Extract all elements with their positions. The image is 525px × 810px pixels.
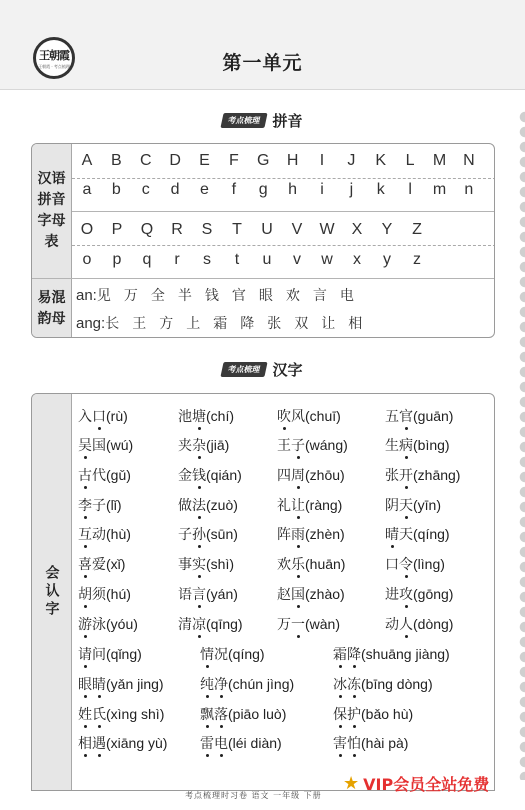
letter: t [234,251,240,268]
letter: X [351,221,363,238]
letter: N [463,152,475,169]
letter: j [349,181,354,198]
letter: B [111,152,122,169]
vocab-word: 古代 [78,468,106,484]
vocab-word: 口令 [385,557,413,573]
vocab-pinyin: (lìng) [413,556,445,572]
vocab-pinyin: (chún jìng) [228,676,295,692]
vocab-pinyin: (qián) [206,467,242,483]
vocab-pinyin: (chí) [206,408,234,424]
vocab-pinyin: (shì) [206,556,234,572]
letter: k [376,181,385,198]
vocab-pinyin: (xiāng yù) [106,735,168,751]
vocab-word: 阵雨 [277,527,305,543]
letter: S [201,221,213,238]
letter: Y [381,221,393,238]
vocab-pinyin: (zuò) [206,497,238,513]
vocab-item [385,495,441,515]
vocab-word: 姓氏 [78,707,106,723]
vocab-word: 害怕 [333,736,361,752]
vocab-word: 动人 [385,617,413,633]
vocab-item [178,495,238,515]
section-title: 拼音 [272,112,303,130]
vocab-word: 飘落 [200,707,228,723]
vocab-word: 互动 [78,527,106,543]
letter: p [112,251,122,268]
lowercase-row-2 [76,251,428,269]
letter: b [111,181,121,198]
letter: h [288,181,298,198]
letter: w [321,251,333,268]
vocab-item [333,644,450,664]
vocab-word: 晴天 [385,527,413,543]
vocab-item [178,435,229,455]
letter: M [432,152,447,169]
vocab-item [78,644,142,664]
vocab-pinyin: (qíng) [413,526,450,542]
vocab-item [277,524,345,544]
vocab-word: 阴天 [385,498,413,514]
vocab-word: 礼让 [277,498,305,514]
letter: i [320,181,324,198]
vocab-item [385,584,453,604]
dashed-guide [72,245,495,246]
vocab-word: 雷电 [200,736,228,752]
vocab-pinyin: (rù) [106,408,128,424]
vocab-item [200,644,265,664]
vocab-pinyin: (léi diàn) [228,735,282,751]
vocab-pinyin: (huān) [305,556,346,572]
an-chars: 见万全半钱官眼欢言电 [96,288,367,304]
uppercase-row-1 [76,152,480,170]
vocab-pinyin: (qǐng) [106,646,142,662]
vocab-item [277,614,340,634]
vocab-word: 万一 [277,617,305,633]
vocab-pinyin: (yóu) [106,616,138,632]
vocab-word: 眼睛 [78,677,106,693]
letter: q [142,251,152,268]
section-tag: 考点梳理 [221,113,268,128]
letter: O [80,221,94,238]
vocab-word: 纯净 [200,677,228,693]
vocab-item [200,674,294,694]
vocab-word: 情况 [200,647,228,663]
vocab-item [277,554,345,574]
letter: e [200,181,209,198]
logo-text: 王朝霞 [39,48,69,62]
letter: f [231,181,237,198]
letter: A [81,152,93,169]
vocab-item [277,584,345,604]
vocab-word: 池塘 [178,409,206,425]
vocab-pinyin: (shuāng jiàng) [361,646,450,662]
vocab-pinyin: (yīn) [413,497,441,513]
letter: o [82,251,92,268]
row-divider [72,211,495,212]
letter: a [82,181,92,198]
star-icon: ★ [343,772,360,794]
vocab-item [333,674,433,694]
vocab-item [78,674,164,694]
vocab-word: 入口 [78,409,106,425]
section-tag: 考点梳理 [221,362,268,377]
letter: g [258,181,268,198]
vocab-word: 王子 [277,438,305,454]
vocab-word: 游泳 [78,617,106,633]
vocab-word: 四周 [277,468,305,484]
letter: W [319,221,335,238]
vocab-item [333,704,413,724]
pinyin-table [31,143,495,338]
perforated-edge [511,110,525,780]
vocab-pinyin: (sūn) [206,526,238,542]
vocab-word: 清凉 [178,617,206,633]
vocab-item [178,554,234,574]
letter: Q [140,221,154,238]
vocab-item [178,584,238,604]
vocab-pinyin: (bǎo hù) [361,706,414,722]
vocab-word: 请问 [78,647,106,663]
letter: J [347,152,356,169]
vocab-item [385,614,453,634]
vocab-word: 吹风 [277,409,305,425]
letter: E [199,152,210,169]
vocab-word: 五官 [385,409,413,425]
letter: H [286,152,299,169]
letter: y [383,251,391,268]
vocab-item [277,465,345,485]
vocab-item [78,614,138,634]
uppercase-row-2 [76,221,428,239]
letter: v [293,251,301,268]
dashed-guide [72,178,495,179]
vocab-item [333,733,408,753]
vocab-word: 夹杂 [178,438,206,454]
vocab-item [200,733,282,753]
vocab-pinyin: (zhào) [305,586,345,602]
vocab-word: 李子 [78,498,106,514]
vocab-item [78,495,122,515]
confusable-label-cell [32,278,72,338]
vocab-pinyin: (qīng) [206,616,243,632]
vocab-item [385,406,453,426]
letter: d [170,181,180,198]
vocab-word: 金钱 [178,468,206,484]
vocab-item [385,524,450,544]
vocab-pinyin: (yán) [206,586,238,602]
alphabet-label-cell [32,144,72,278]
letter: R [171,221,183,238]
vocab-pinyin: (yǎn jing) [106,676,164,692]
vocab-word: 张开 [385,468,413,484]
confusable-label: 易混韵母 [37,289,66,327]
vocab-item [78,435,133,455]
letter: C [139,152,152,169]
letter: P [111,221,123,238]
hanzi-section-heading [0,359,525,380]
vocab-word: 生病 [385,438,413,454]
vocab-pinyin: (chuī) [305,408,341,424]
vocab-pinyin: (bīng dòng) [361,676,433,692]
vocab-word: 语言 [178,587,206,603]
letter: T [232,221,242,238]
an-row [76,285,367,305]
footer-text: 考点梳理时习卷 语文 一年级 下册 [185,791,322,800]
vocab-pinyin: (gǔ) [106,467,131,483]
vip-badge[interactable] [343,772,489,795]
ang-row [76,313,375,333]
vocab-item [178,524,238,544]
vocab-pinyin: (guān) [413,408,454,424]
vocab-pinyin: (zhōu) [305,467,345,483]
alphabet-label: 汉语拼音字母表 [37,171,66,250]
letter: I [319,152,325,169]
letter: z [413,251,421,268]
vocab-word: 霜降 [333,647,361,663]
logo-subtitle: 王朝霞 · 考点梳理 [38,63,70,69]
letter: x [353,251,361,268]
letter: l [408,181,412,198]
vocab-pinyin: (hù) [106,526,131,542]
vocab-pinyin: (qíng) [228,646,265,662]
vocab-pinyin: (xǐ) [106,556,126,572]
vocab-word: 喜爱 [78,557,106,573]
vocab-pinyin: (zhāng) [413,467,461,483]
lowercase-row-1 [76,181,480,199]
recognize-label-cell [32,394,72,790]
vocab-pinyin: (jiā) [206,437,230,453]
vocab-pinyin: (bìng) [413,437,450,453]
letter: K [375,152,387,169]
vocab-item [78,554,125,574]
vocab-item [277,435,348,455]
vocab-word: 胡须 [78,587,106,603]
vocab-pinyin: (wáng) [305,437,348,453]
vocab-word: 冰冻 [333,677,361,693]
letter: U [261,221,273,238]
vocab-item [385,435,450,455]
vocab-pinyin: (piāo luò) [228,706,287,722]
letter: D [169,152,181,169]
ang-label: ang: [76,315,106,332]
vocab-word: 吴国 [78,438,106,454]
vocab-word: 做法 [178,498,206,514]
vocab-pinyin: (xìng shì) [106,706,165,722]
vocab-word: 子孙 [178,527,206,543]
ang-chars: 长王方上霜降张双让相 [105,316,376,332]
letter: L [405,152,415,169]
unit-title: 第一单元 [222,52,303,74]
vocab-item [178,614,243,634]
vip-text: VIP会员全站免费 [363,775,490,794]
vocab-word: 事实 [178,557,206,573]
pinyin-section-heading [0,110,525,131]
vocab-item [277,406,341,426]
vocab-pinyin: (ràng) [305,497,343,513]
vocab-item [78,584,131,604]
letter: u [262,251,272,268]
vocab-item [200,704,286,724]
vocab-pinyin: (gōng) [413,586,454,602]
vocab-item [78,465,131,485]
section-title: 汉字 [272,361,303,379]
vocab-item [277,495,342,515]
vocab-item [178,406,234,426]
vocab-item [385,554,445,574]
vocab-item [78,733,167,753]
letter: Z [412,221,422,238]
vocab-pinyin: (hài pà) [361,735,409,751]
vocab-word: 保护 [333,707,361,723]
vocab-word: 赵国 [277,587,305,603]
vocab-item [178,465,242,485]
vocab-pinyin: (hú) [106,586,131,602]
letter: F [228,152,239,169]
letter: m [432,181,447,198]
vocab-item [78,704,164,724]
vocab-pinyin: (dòng) [413,616,454,632]
vocab-pinyin: (wú) [106,437,134,453]
vocab-item [385,465,460,485]
letter: G [257,152,270,169]
letter: V [291,221,303,238]
section-divider [32,278,495,279]
vocab-pinyin: (zhèn) [305,526,345,542]
letter: n [464,181,474,198]
letter: r [174,251,180,268]
vocab-pinyin: (lǐ) [106,497,122,513]
an-label: an: [76,287,97,304]
vocab-word: 欢乐 [277,557,305,573]
header-band [0,0,525,90]
vocab-item [78,524,131,544]
recognize-label: 会认字 [43,565,60,619]
vocab-pinyin: (wàn) [305,616,341,632]
letter: s [203,251,211,268]
letter: c [141,181,150,198]
vocab-word: 进攻 [385,587,413,603]
vocab-word: 相遇 [78,736,106,752]
vocab-item [78,406,128,426]
